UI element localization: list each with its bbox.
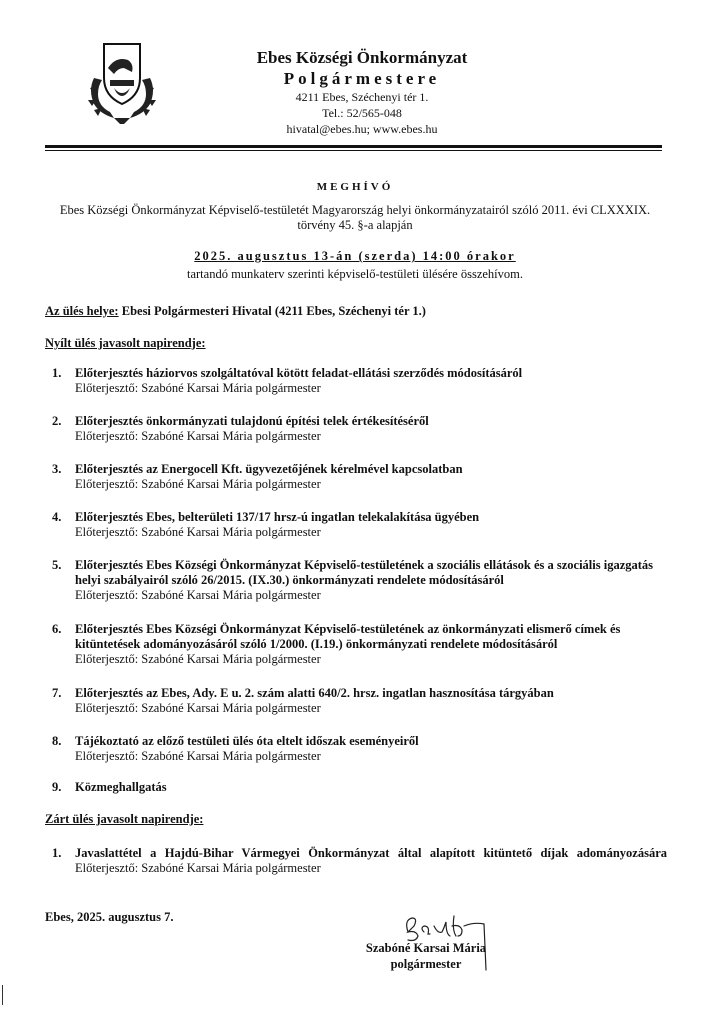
agenda-item-presenter: Előterjesztő: Szabóné Karsai Mária polgármester bbox=[75, 701, 321, 715]
invitation-heading: MEGHÍVÓ bbox=[316, 181, 394, 193]
location-value: Ebesi Polgármesteri Hivatal (4211 Ebes, Széchenyi tér 1.) bbox=[118, 304, 426, 318]
agenda-item-presenter: Előterjesztő: Szabóné Karsai Mária polgármester bbox=[75, 477, 321, 491]
agenda-item-title: Közmeghallgatás bbox=[75, 780, 167, 794]
agenda-item-presenter: Előterjesztő: Szabóné Karsai Mária polgármester bbox=[75, 588, 321, 602]
header-subtitle: Polgármestere bbox=[283, 69, 441, 88]
agenda-item-number: 4. bbox=[52, 510, 62, 524]
agenda-item-presenter: Előterjesztő: Szabóné Karsai Mária polgármester bbox=[75, 652, 321, 666]
invitation-intro: Ebes Községi Önkormányzat Képviselő-testületét Magyarország helyi önkormányzatairól szóló 2011. évi CLXXXIX. törvény 45. §-a alapján bbox=[59, 203, 651, 232]
agenda-item-number: 6. bbox=[52, 622, 62, 636]
agenda-item-presenter: Előterjesztő: Szabóné Karsai Mária polgármester bbox=[75, 381, 321, 395]
agenda-item-number: 9. bbox=[52, 780, 62, 794]
header-title: Ebes Községi Önkormányzat bbox=[256, 48, 468, 67]
agenda-item-number: 8. bbox=[52, 734, 62, 748]
agenda-item-number: 7. bbox=[52, 686, 62, 700]
agenda-item-number: 1. bbox=[52, 846, 62, 860]
location-label: Az ülés helye: bbox=[45, 304, 119, 318]
agenda-item-presenter: Előterjesztő: Szabóné Karsai Mária polgármester bbox=[75, 525, 321, 539]
meeting-date-description: tartandó munkaterv szerinti képviselő-testületi ülésére összehívom. bbox=[186, 267, 523, 281]
agenda-item-number: 2. bbox=[52, 414, 62, 428]
document-date: Ebes, 2025. augusztus 7. bbox=[45, 910, 174, 924]
header-email-web: hivatal@ebes.hu; www.ebes.hu bbox=[286, 122, 438, 136]
agenda-item-title: Előterjesztés Ebes Községi Önkormányzat Képviselő-testületének a szociális ellátások és a szociális igazgatás helyi szabályairól szóló 26/2015. (IX.30.) önkormányzati rendelete módosításáról bbox=[75, 558, 654, 587]
header-divider-thin bbox=[45, 150, 662, 151]
agenda-item-title: Előterjesztés az Ebes, Ady. E u. 2. szám alatti 640/2. hrsz. ingatlan hasznosítása tárgyában bbox=[75, 686, 554, 700]
agenda-item-presenter: Előterjesztő: Szabóné Karsai Mária polgármester bbox=[75, 749, 321, 763]
signer-role: polgármester bbox=[390, 957, 462, 971]
agenda-item-number: 3. bbox=[52, 462, 62, 476]
header-address: 4211 Ebes, Széchenyi tér 1. bbox=[295, 90, 429, 104]
open-session-heading: Nyílt ülés javasolt napirendje: bbox=[45, 336, 206, 350]
agenda-item-title: Előterjesztés háziorvos szolgáltatóval kötött feladat-ellátási szerződés módosításáról bbox=[75, 366, 523, 380]
agenda-item-title: Előterjesztés Ebes Községi Önkormányzat Képviselő-testületének az önkormányzati elismerő címek és kitüntetések adományozásáról szóló 1/2000. (I.19.) önkormányzati rendelete módosításáról bbox=[75, 622, 621, 651]
coat-of-arms-icon bbox=[84, 38, 160, 126]
header-phone: Tel.: 52/565-048 bbox=[322, 106, 402, 120]
header-divider-thick bbox=[45, 145, 662, 148]
signer-name: Szabóné Karsai Mária bbox=[365, 941, 487, 955]
agenda-item-number: 1. bbox=[52, 366, 62, 380]
agenda-item-presenter: Előterjesztő: Szabóné Karsai Mária polgármester bbox=[75, 861, 321, 875]
agenda-item-title: Javaslattétel a Hajdú-Bihar Vármegyei Önkormányzat által alapított kitüntető díjak adományozására bbox=[75, 846, 667, 860]
agenda-item-presenter: Előterjesztő: Szabóné Karsai Mária polgármester bbox=[75, 429, 321, 443]
meeting-date: 2025. augusztus 13-án (szerda) 14:00 órakor bbox=[194, 249, 516, 263]
agenda-item-title: Tájékoztató az előző testületi ülés óta eltelt időszak eseményeiről bbox=[75, 734, 419, 748]
meeting-location bbox=[45, 304, 426, 319]
agenda-item-title: Előterjesztés önkormányzati tulajdonú építési telek értékesítéséről bbox=[75, 414, 429, 428]
agenda-item-number: 5. bbox=[52, 558, 62, 572]
scan-edge-mark bbox=[2, 985, 3, 1005]
agenda-item-title: Előterjesztés Ebes, belterületi 137/17 hrsz-ú ingatlan telekalakítása ügyében bbox=[75, 510, 480, 524]
closed-session-heading: Zárt ülés javasolt napirendje: bbox=[45, 812, 204, 826]
agenda-item-title: Előterjesztés az Energocell Kft. ügyvezetőjének kérelmével kapcsolatban bbox=[75, 462, 463, 476]
